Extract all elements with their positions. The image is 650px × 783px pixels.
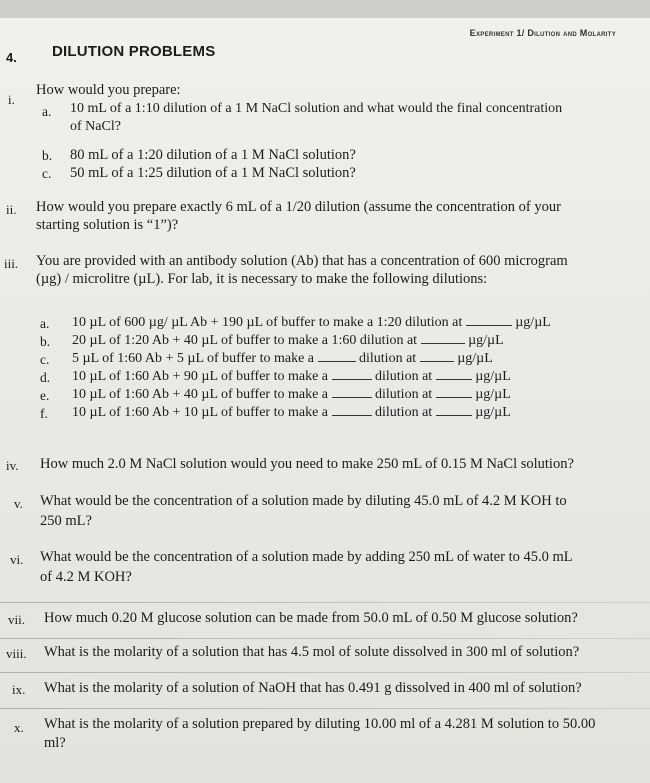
question-iii-line2: (µg) / microlitre (µL). For lab, it is necessary to make the following dilutions: bbox=[36, 271, 488, 287]
question-ix-text: What is the molarity of a solution of NaOH that has 0.491 g dissolved in 400 ml of solution? bbox=[44, 680, 582, 696]
question-vi-line1: What would be the concentration of a solution made by adding 250 mL of water to 45.0 mL bbox=[40, 549, 573, 565]
divider bbox=[0, 672, 650, 673]
dilution-d-ratio-blank[interactable] bbox=[332, 367, 372, 380]
question-ii-line1: How would you prepare exactly 6 mL of a 1/20 dilution (assume the concentration of your bbox=[36, 199, 561, 215]
question-i-a-letter: a. bbox=[42, 104, 52, 119]
dilution-a-text: 10 µL of 600 µg/ µL Ab + 190 µL of buffer to make a 1:20 dilution at µg/µL bbox=[72, 315, 551, 330]
dilution-f-text: 10 µL of 1:60 Ab + 10 µL of buffer to make a dilution at µg/µL bbox=[72, 405, 511, 420]
dilution-e-answer-blank[interactable] bbox=[436, 385, 472, 398]
section-title: DILUTION PROBLEMS bbox=[52, 43, 216, 60]
dilution-e-text: 10 µL of 1:60 Ab + 40 µL of buffer to make a dilution at µg/µL bbox=[72, 387, 511, 402]
question-ii-line2: starting solution is “1”)? bbox=[36, 217, 179, 233]
question-i-b-text: 80 mL of a 1:20 dilution of a 1 M NaCl solution? bbox=[70, 147, 356, 163]
question-i-c-letter: c. bbox=[42, 166, 52, 181]
question-viii-text: What is the molarity of a solution that has 4.5 mol of solute dissolved in 300 ml of solution? bbox=[44, 644, 580, 660]
question-ix-number: ix. bbox=[12, 682, 26, 697]
question-vii-text: How much 0.20 M glucose solution can be made from 50.0 mL of 0.50 M glucose solution? bbox=[44, 610, 578, 626]
question-iv-text: How much 2.0 M NaCl solution would you need to make 250 mL of 0.15 M NaCl solution? bbox=[40, 456, 574, 472]
running-header: Experiment 1/ Dilution and Molarity bbox=[469, 28, 616, 38]
divider bbox=[0, 708, 650, 709]
question-viii-number: viii. bbox=[6, 646, 27, 661]
question-iv-number: iv. bbox=[6, 458, 19, 473]
dilution-b-text: 20 µL of 1:20 Ab + 40 µL of buffer to make a 1:60 dilution at µg/µL bbox=[72, 333, 504, 348]
question-i-b-letter: b. bbox=[42, 148, 53, 163]
question-i-a-line1: 10 mL of a 1:10 dilution of a 1 M NaCl solution and what would the final concentration bbox=[70, 101, 563, 116]
question-i-a-line2: of NaCl? bbox=[70, 119, 121, 134]
question-iii-number: iii. bbox=[4, 256, 19, 271]
dilution-b-answer-blank[interactable] bbox=[421, 331, 465, 344]
question-x-line1: What is the molarity of a solution prepared by diluting 10.00 ml of a 4.281 M solution to 50.00 bbox=[44, 716, 596, 732]
dilution-b-letter: b. bbox=[40, 334, 51, 349]
question-vi-number: vi. bbox=[10, 552, 24, 567]
dilution-a-letter: a. bbox=[40, 316, 50, 331]
question-v-line2: 250 mL? bbox=[40, 513, 92, 529]
question-v-number: v. bbox=[14, 496, 23, 511]
question-vii-number: vii. bbox=[8, 612, 25, 627]
question-i-stem: How would you prepare: bbox=[36, 82, 181, 98]
question-ii-number: ii. bbox=[6, 202, 17, 217]
section-number: 4. bbox=[6, 50, 17, 65]
worksheet-page bbox=[0, 18, 650, 783]
question-v-line1: What would be the concentration of a solution made by diluting 45.0 mL of 4.2 M KOH to bbox=[40, 493, 567, 509]
dilution-e-ratio-blank[interactable] bbox=[332, 385, 372, 398]
question-x-number: x. bbox=[14, 720, 24, 735]
question-iii-line1: You are provided with an antibody solution (Ab) that has a concentration of 600 microgram bbox=[36, 253, 568, 269]
dilution-c-letter: c. bbox=[40, 352, 50, 367]
dilution-c-answer-blank[interactable] bbox=[420, 349, 454, 362]
dilution-d-answer-blank[interactable] bbox=[436, 367, 472, 380]
dilution-d-text: 10 µL of 1:60 Ab + 90 µL of buffer to make a dilution at µg/µL bbox=[72, 369, 511, 384]
dilution-b-unit: µg/µL bbox=[468, 333, 504, 348]
divider bbox=[0, 638, 650, 639]
dilution-f-letter: f. bbox=[40, 406, 48, 421]
dilution-f-ratio-blank[interactable] bbox=[332, 403, 372, 416]
question-vi-line2: of 4.2 M KOH? bbox=[40, 569, 132, 585]
dilution-f-answer-blank[interactable] bbox=[436, 403, 472, 416]
question-i-number: i. bbox=[8, 92, 15, 107]
dilution-c-ratio-blank[interactable] bbox=[318, 349, 356, 362]
question-i-c-text: 50 mL of a 1:25 dilution of a 1 M NaCl solution? bbox=[70, 165, 356, 181]
dilution-c-text: 5 µL of 1:60 Ab + 5 µL of buffer to make a dilution at µg/µL bbox=[72, 351, 493, 366]
question-x-line2: ml? bbox=[44, 735, 66, 751]
divider bbox=[0, 602, 650, 603]
dilution-a-unit: µg/µL bbox=[515, 315, 551, 330]
dilution-a-answer-blank[interactable] bbox=[466, 313, 512, 326]
dilution-e-letter: e. bbox=[40, 388, 50, 403]
dilution-d-letter: d. bbox=[40, 370, 51, 385]
